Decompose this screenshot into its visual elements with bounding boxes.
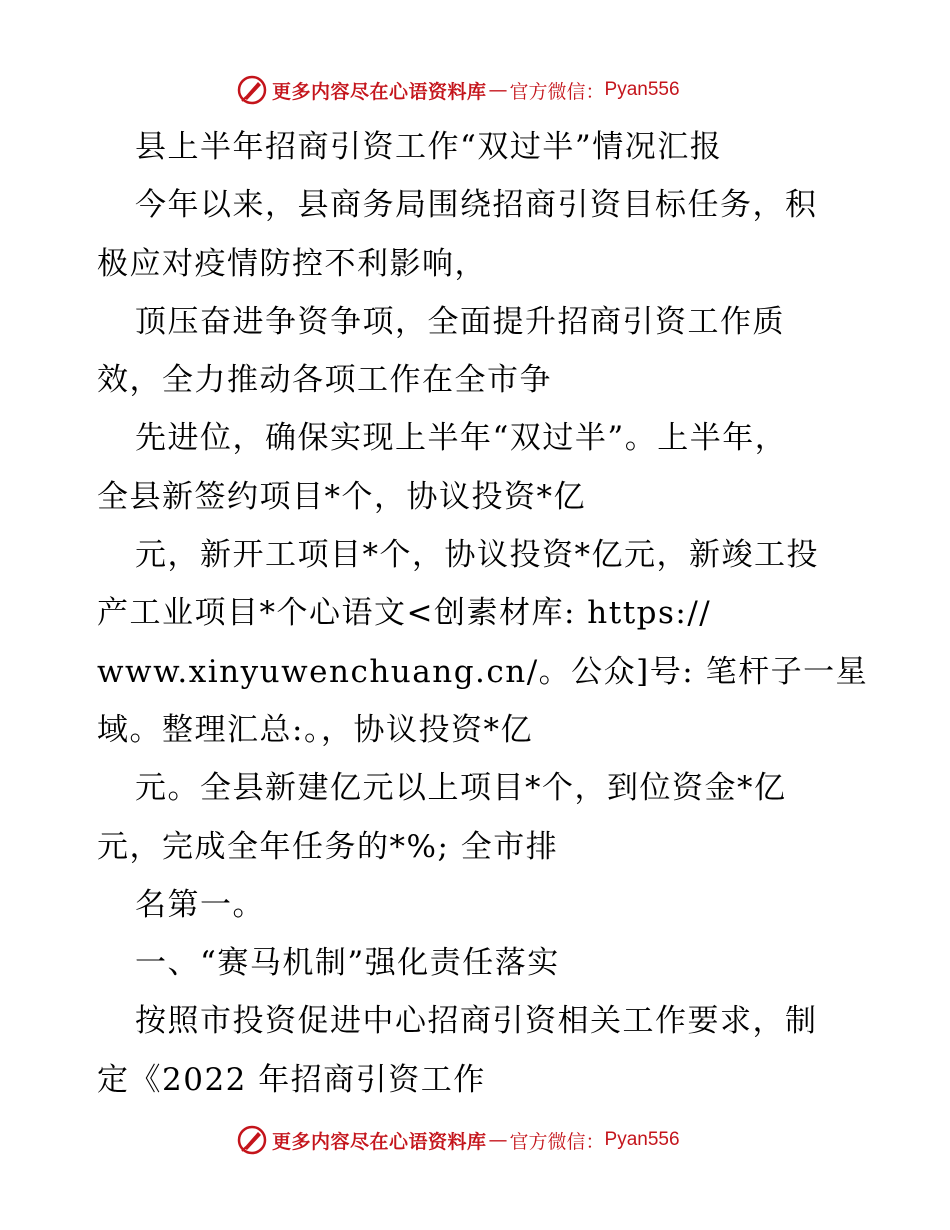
text-line: www.xinyuwenchuang.cn/。公众]号: 笔杆子一星 — [97, 653, 869, 690]
document-body — [97, 118, 869, 1109]
text-line: 极应对疫情防控不利影响， — [97, 245, 487, 282]
text-line: 今年以来，县商务局围绕招商引资目标任务，积 — [135, 187, 818, 224]
watermark-footer — [236, 1123, 680, 1157]
text-line: 顶压奋进争资争项，全面提升招商引资工作质 — [135, 303, 785, 340]
text-line: 一、“赛马机制”强化责任落实 — [135, 945, 560, 982]
text-line: 名第一。 — [135, 886, 265, 923]
text-line: 元。全县新建亿元以上项目*个，到位资金*亿 — [135, 770, 787, 807]
watermark-header — [236, 73, 680, 107]
watermark-wechat-label: 官方微信： — [509, 80, 605, 103]
text-line: 全县新签约项目*个，协议投资*亿 — [97, 478, 586, 515]
watermark-wechat-id: Pyan556 — [604, 1129, 680, 1150]
watermark-separator: — — [488, 1129, 508, 1151]
text-line: 定《2022 年招商引资工作 — [97, 1061, 486, 1098]
quill-logo-icon — [236, 74, 268, 106]
text-line: 元，新开工项目*个，协议投资*亿元，新竣工投 — [135, 537, 819, 574]
quill-logo-icon — [236, 1124, 268, 1156]
watermark-wechat-id: Pyan556 — [604, 79, 680, 100]
text-line: 元，完成全年任务的*%; 全市排 — [97, 828, 559, 865]
text-line: 按照市投资促进中心招商引资相关工作要求，制 — [135, 1003, 818, 1040]
text-line: 产工业项目*个心语文<创素材库: https:// — [97, 595, 712, 632]
text-line: 先进位，确保实现上半年“双过半”。上半年， — [135, 420, 788, 457]
watermark-text: 更多内容尽在心语资料库 — [272, 80, 487, 103]
text-line: 效，全力推动各项工作在全市争 — [97, 362, 552, 399]
text-line: 县上半年招商引资工作“双过半”情况汇报 — [135, 129, 723, 165]
watermark-wechat-label: 官方微信： — [509, 1130, 605, 1153]
text-line: 域。整理汇总:。，协议投资*亿 — [97, 711, 533, 748]
watermark-text: 更多内容尽在心语资料库 — [272, 1130, 487, 1153]
watermark-separator: — — [488, 79, 508, 101]
